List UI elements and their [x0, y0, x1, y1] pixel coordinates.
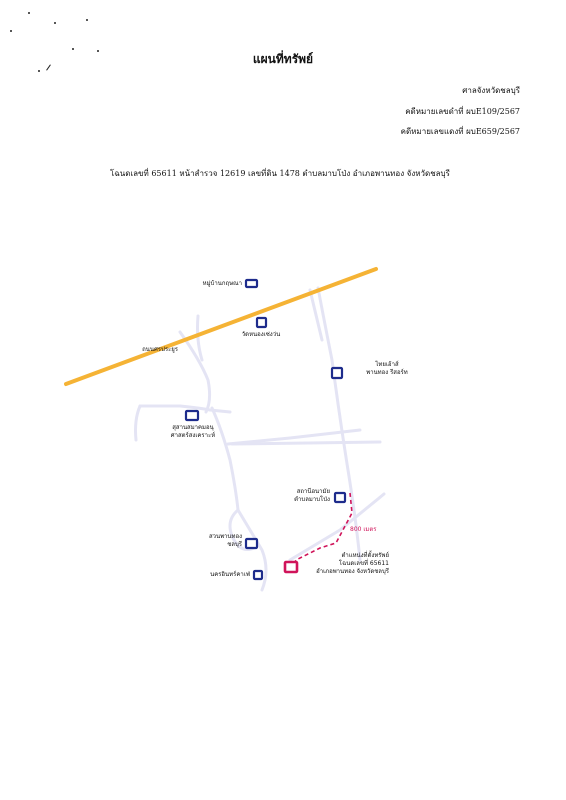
landmark-label-cemetery: [160, 424, 226, 440]
wat-marker-icon: [257, 318, 266, 327]
deed-description: โฉนดเลขที่ 65611 หน้าสำรวจ 12619 เลขที่ดิน 1478 ตำบลมาบโป่ง อำเภอพานทอง จังหวัดชลบุรี: [110, 169, 450, 178]
target-property-label: [274, 552, 389, 576]
landmark-label-line: ศาสตร์สงเคราะห์: [170, 432, 216, 439]
landmark-label-line: สถานีอนามัย: [296, 488, 330, 495]
road-label-sriprayoon: ถนนศรประยูร: [142, 346, 178, 353]
landmark-label-health-station: [264, 488, 330, 504]
landmark-label-line: สวนพานทอง: [208, 533, 242, 540]
landmark-label-wat: วัดหนองเซ่งว่น: [241, 331, 281, 338]
landmark-label-krisana: หมู่บ้านกฤษณา: [202, 280, 242, 287]
landmark-label-park: [180, 533, 242, 549]
road-curve-west: [180, 332, 210, 412]
road-short-north: [198, 316, 203, 360]
court-name: ศาลจังหวัดชลบุรี: [462, 86, 520, 95]
health-marker-icon: [335, 493, 345, 502]
distance-label: 800 เมตร: [350, 526, 377, 533]
landmark-label-cafe: นครอินทร์คาเฟ่: [210, 571, 250, 578]
target-label-line: โฉนดเลขที่ 65611: [338, 560, 389, 567]
park-marker-icon: [246, 539, 257, 548]
target-label-line: ตำแหน่งที่ตั้งทรัพย์: [341, 552, 389, 559]
landmark-label-line: ไทยเฮ้าส์: [375, 361, 399, 368]
landmark-label-line: พานทอง รีสอร์ท: [366, 369, 408, 376]
landmark-label-line: ชลบุรี: [227, 541, 242, 548]
landmark-label-line: สุสานสมาคมอนุ: [172, 424, 214, 431]
landmark-label-thai-house: [352, 361, 422, 377]
page-title: แผนที่ทรัพย์: [252, 52, 314, 66]
cafe-marker-icon: [254, 571, 262, 579]
cemetery-marker-icon: [186, 411, 198, 420]
krisana-marker-icon: [246, 280, 257, 287]
landmark-label-line: ตำบลมาบโป่ง: [294, 496, 330, 503]
thai-house-marker-icon: [332, 368, 342, 378]
case-black-number: คดีหมายเลขดำที่ ผบE109/2567: [405, 107, 520, 116]
case-red-number: คดีหมายเลขแดงที่ ผบE659/2567: [400, 127, 520, 136]
road-west-loop: [140, 406, 230, 412]
target-label-line: อำเภอพานทอง จังหวัดชลบุรี: [316, 568, 389, 575]
road-east-west-2: [232, 442, 380, 444]
road-west-spur: [136, 406, 141, 440]
